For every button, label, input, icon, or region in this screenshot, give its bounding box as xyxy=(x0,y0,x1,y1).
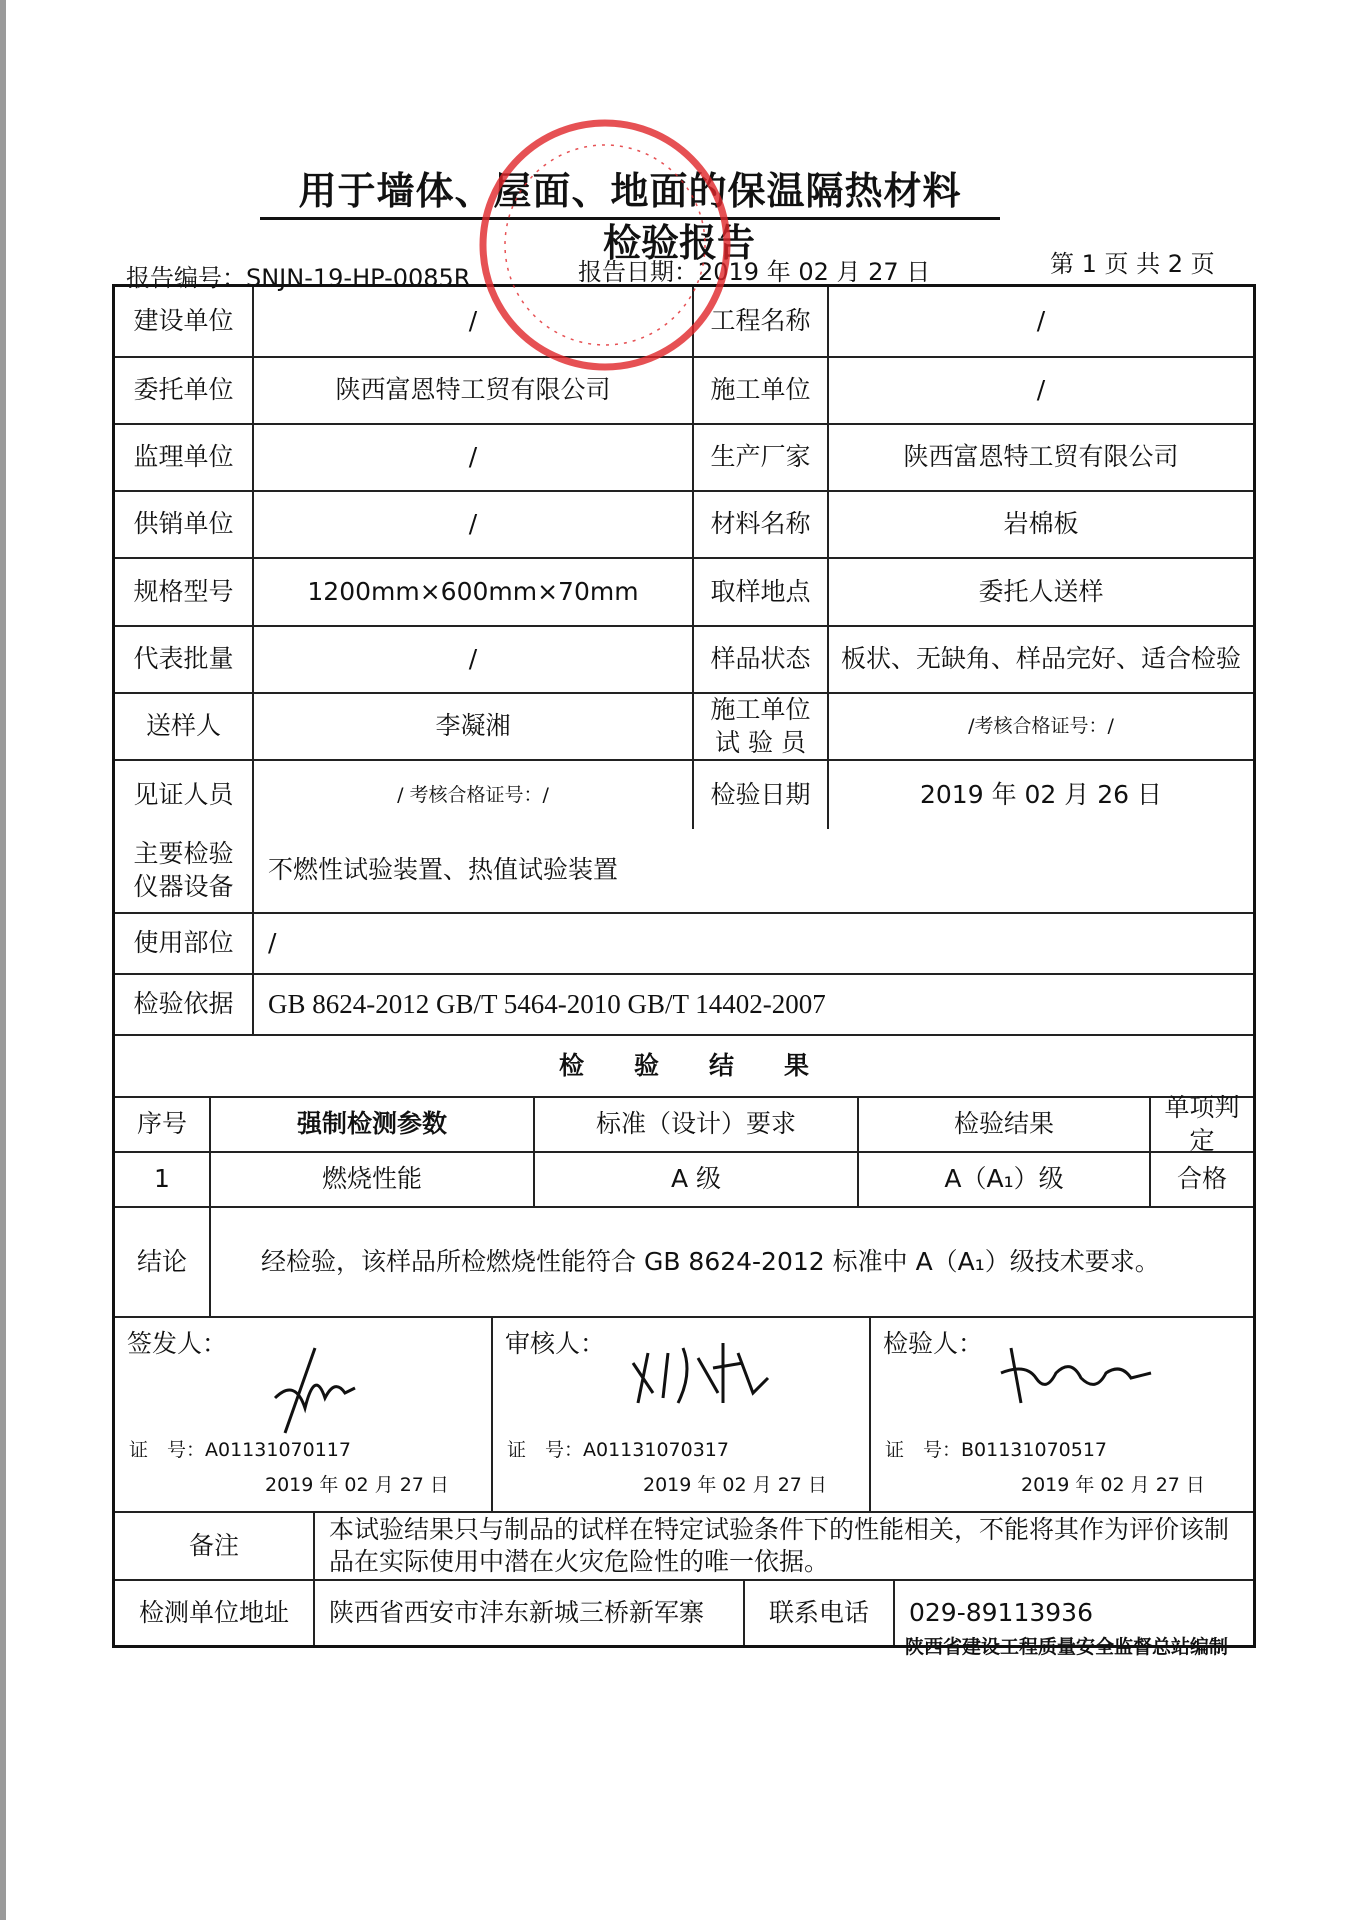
field-value: / xyxy=(1036,306,1046,336)
field-label: 施工单位 xyxy=(694,358,829,423)
field-value: / 考核合格证号：/ xyxy=(254,761,694,829)
signer-label: 检验人： xyxy=(883,1329,984,1358)
handwritten-signature xyxy=(996,1333,1166,1413)
remarks-label: 备注 xyxy=(115,1513,315,1579)
signer-issuer xyxy=(115,1318,493,1511)
field-label: 规格型号 xyxy=(115,559,254,625)
field-value: / xyxy=(254,287,694,356)
field-label: 送样人 xyxy=(115,694,254,759)
usage-row xyxy=(115,914,1253,975)
results-heading: 检 验 结 果 xyxy=(558,1050,809,1080)
col-header-no: 序号 xyxy=(115,1098,211,1151)
signer-cert: 证 号：A01131070117 xyxy=(129,1439,351,1461)
signer-cert: 证 号：A01131070317 xyxy=(507,1439,729,1461)
signer-reviewer xyxy=(493,1318,871,1511)
report-table xyxy=(112,284,1256,1648)
signer-date: 2019 年 02 月 27 日 xyxy=(265,1474,449,1496)
scan-edge xyxy=(0,0,6,1920)
field-label: 监理单位 xyxy=(115,425,254,490)
field-label: 检验日期 xyxy=(694,761,829,829)
field-label: 代表批量 xyxy=(115,627,254,692)
info-row xyxy=(115,425,1253,492)
field-value: 李凝湘 xyxy=(254,694,694,759)
field-value: 委托人送样 xyxy=(978,576,1104,606)
handwritten-signature xyxy=(245,1338,365,1438)
cell-standard: A 级 xyxy=(535,1153,859,1206)
document-title: 用于墙体、屋面、地面的保温隔热材料 xyxy=(260,160,1000,220)
basis-label: 检验依据 xyxy=(115,975,254,1034)
phone-label: 联系电话 xyxy=(745,1581,895,1645)
signer-date: 2019 年 02 月 27 日 xyxy=(643,1474,827,1496)
basis-value: GB 8624-2012 GB/T 5464-2010 GB/T 14402-2007 xyxy=(268,988,826,1019)
field-value: 陕西富恩特工贸有限公司 xyxy=(903,442,1179,472)
field-value: 板状、无缺角、样品完好、适合检验 xyxy=(840,644,1241,674)
cell-judgement: 合格 xyxy=(1176,1164,1227,1194)
field-label: 生产厂家 xyxy=(694,425,829,490)
field-label: 取样地点 xyxy=(694,559,829,625)
phone-value: 029-89113936 xyxy=(909,1597,1093,1627)
field-value: 陕西富恩特工贸有限公司 xyxy=(254,358,694,423)
signature-row xyxy=(115,1318,1253,1513)
conclusion-label: 结论 xyxy=(115,1208,211,1316)
equipment-label: 主要检验 仪器设备 xyxy=(115,829,254,912)
signer-label: 签发人： xyxy=(127,1329,228,1358)
field-label: 工程名称 xyxy=(694,287,829,356)
cell-no: 1 xyxy=(115,1153,211,1206)
report-date: 报告日期：2019 年 02 月 27 日 xyxy=(578,258,931,286)
footer-issuer: 陕西省建设工程质量安全监督总站编制 xyxy=(905,1636,1229,1658)
field-label: 见证人员 xyxy=(115,761,254,829)
signer-date: 2019 年 02 月 27 日 xyxy=(1021,1474,1205,1496)
equipment-row xyxy=(115,829,1253,914)
conclusion-value: 经检验，该样品所检燃烧性能符合 GB 8624-2012 标准中 A（A₁）级技术要求。 xyxy=(261,1246,1160,1276)
remarks-row xyxy=(115,1513,1253,1581)
conclusion-row xyxy=(115,1208,1253,1318)
field-value: / xyxy=(254,425,694,490)
usage-value: / xyxy=(268,928,277,958)
field-value: 2019 年 02 月 26 日 xyxy=(920,779,1162,809)
cell-result: A（A₁）级 xyxy=(859,1153,1151,1206)
address-value: 陕西省西安市沣东新城三桥新军寨 xyxy=(315,1581,745,1645)
usage-label: 使用部位 xyxy=(115,914,254,973)
field-value: 岩棉板 xyxy=(1003,509,1079,539)
field-label: 材料名称 xyxy=(694,492,829,557)
info-row xyxy=(115,694,1253,761)
col-header-param: 强制检测参数 xyxy=(211,1098,535,1151)
field-value: / xyxy=(254,492,694,557)
basis-row xyxy=(115,975,1253,1036)
results-heading-row xyxy=(115,1036,1253,1098)
signer-cert: 证 号：B01131070517 xyxy=(885,1439,1108,1461)
page-info: 第 1 页 共 2 页 xyxy=(1050,250,1215,278)
signer-inspector xyxy=(871,1318,1253,1511)
report-number: 报告编号：SNJN-19-HP-0085R xyxy=(126,264,471,292)
field-value: 1200mm×600mm×70mm xyxy=(254,559,694,625)
field-label: 施工单位 试 验 员 xyxy=(694,694,829,759)
field-label: 委托单位 xyxy=(115,358,254,423)
field-value: /考核合格证号：/ xyxy=(968,715,1114,738)
field-value: / xyxy=(1036,375,1046,405)
results-header-row xyxy=(115,1093,1253,1155)
equipment-value: 不燃性试验装置、热值试验装置 xyxy=(268,855,619,885)
field-label: 建设单位 xyxy=(115,287,254,356)
field-value: / xyxy=(254,627,694,692)
col-header-standard: 标准（设计）要求 xyxy=(535,1098,859,1151)
cell-param: 燃烧性能 xyxy=(211,1153,535,1206)
document-subtitle: 检验报告 xyxy=(602,221,755,265)
official-stamp xyxy=(470,110,740,380)
handwritten-signature xyxy=(623,1333,783,1413)
info-row xyxy=(115,559,1253,627)
info-row xyxy=(115,627,1253,694)
info-row xyxy=(115,761,1253,829)
remarks-value: 本试验结果只与制品的试样在特定试验条件下的性能相关，不能将其作为评价该制品在实际使用中潜在火灾危险性的唯一依据。 xyxy=(329,1514,1230,1576)
field-label: 样品状态 xyxy=(694,627,829,692)
col-header-judgement: 单项判定 xyxy=(1164,1093,1240,1155)
results-row xyxy=(115,1153,1253,1208)
field-label: 供销单位 xyxy=(115,492,254,557)
col-header-result: 检验结果 xyxy=(859,1098,1151,1151)
info-row xyxy=(115,492,1253,559)
address-label: 检测单位地址 xyxy=(115,1581,315,1645)
signer-label: 审核人： xyxy=(505,1329,606,1358)
